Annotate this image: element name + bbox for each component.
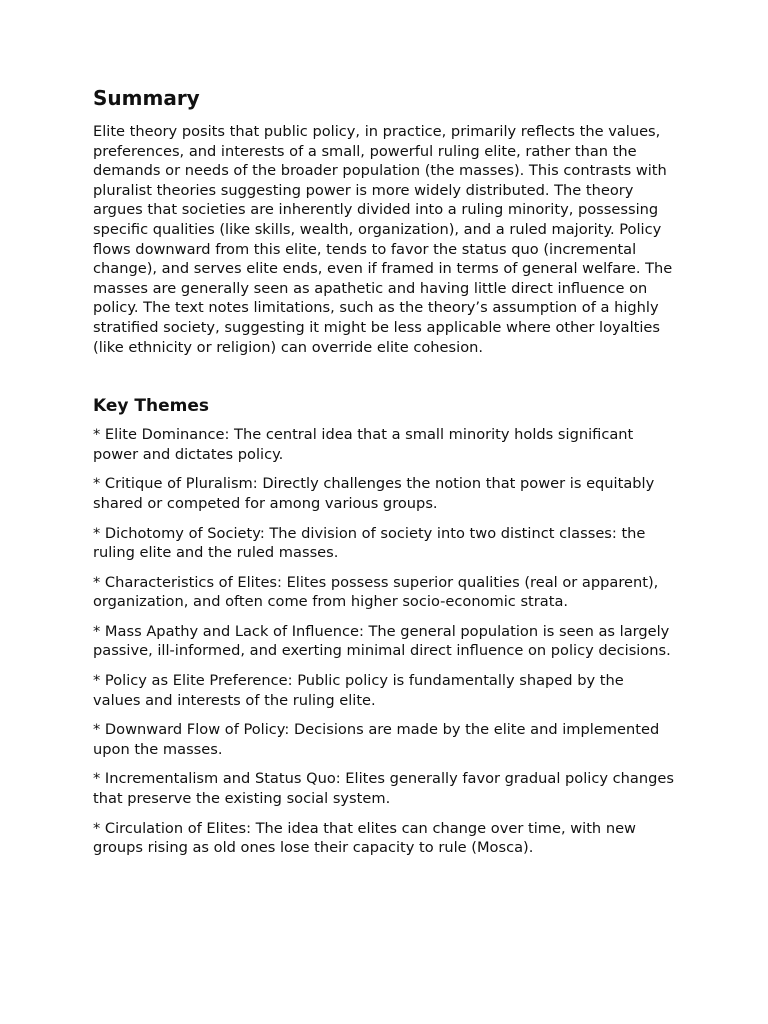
theme-item-mass-apathy: * Mass Apathy and Lack of Influence: The general population is seen as largely passive, ill-informed, and exerting minimal direct influence on policy decisions. xyxy=(93,622,671,660)
theme-item-incrementalism: * Incrementalism and Status Quo: Elites generally favor gradual policy changes that preserve the existing social system. xyxy=(93,770,674,808)
summary-section xyxy=(93,86,675,357)
theme-item-circulation-of-elites: * Circulation of Elites: The idea that elites can change over time, with new groups rising as old ones lose their capacity to rule (Mosca). xyxy=(93,819,636,857)
theme-item-elite-dominance: * Elite Dominance: The central idea that a small minority holds significant power and dictates policy. xyxy=(93,426,634,463)
theme-item-critique-of-pluralism: * Critique of Pluralism: Directly challenges the notion that power is equitably shared or competed for among various groups. xyxy=(93,475,655,512)
summary-paragraph: Elite theory posits that public policy, in practice, primarily reflects the values, preferences, and interests of a small, powerful ruling elite, rather than the demands or needs of the broader population (the masses). This contrasts with pluralist theories suggesting power is more widely distributed. The theory argues that societies are inherently divided into a ruling minority, possessing specific qualities (like skills, wealth, organization), and a ruled majority. Policy flows downward from this elite, tends to favor the status quo (incremental change), and serves elite ends, even if framed in terms of general welfare. The masses are generally seen as apathetic and having little direct influence on policy. The text notes limitations, such as the theory’s assumption of a highly stratified society, suggesting it might be less applicable where other loyalties (like ethnicity or religion) can override elite cohesion. xyxy=(93,123,673,356)
key-themes-heading: Key Themes xyxy=(93,396,209,417)
theme-item-downward-flow-of-policy: * Downward Flow of Policy: Decisions are made by the elite and implemented upon the masses. xyxy=(93,721,660,758)
theme-item-policy-as-elite-preference: * Policy as Elite Preference: Public policy is fundamentally shaped by the values and interests of the ruling elite. xyxy=(93,672,624,709)
summary-heading: Summary xyxy=(93,86,200,110)
theme-item-dichotomy-of-society: * Dichotomy of Society: The division of society into two distinct classes: the ruling elite and the ruled masses. xyxy=(93,524,646,562)
key-themes-section xyxy=(93,395,675,858)
theme-item-characteristics-of-elites: * Characteristics of Elites: Elites possess superior qualities (real or apparent), organization, and often come from higher socio-economic strata. xyxy=(93,573,659,611)
key-themes-list xyxy=(93,425,675,858)
